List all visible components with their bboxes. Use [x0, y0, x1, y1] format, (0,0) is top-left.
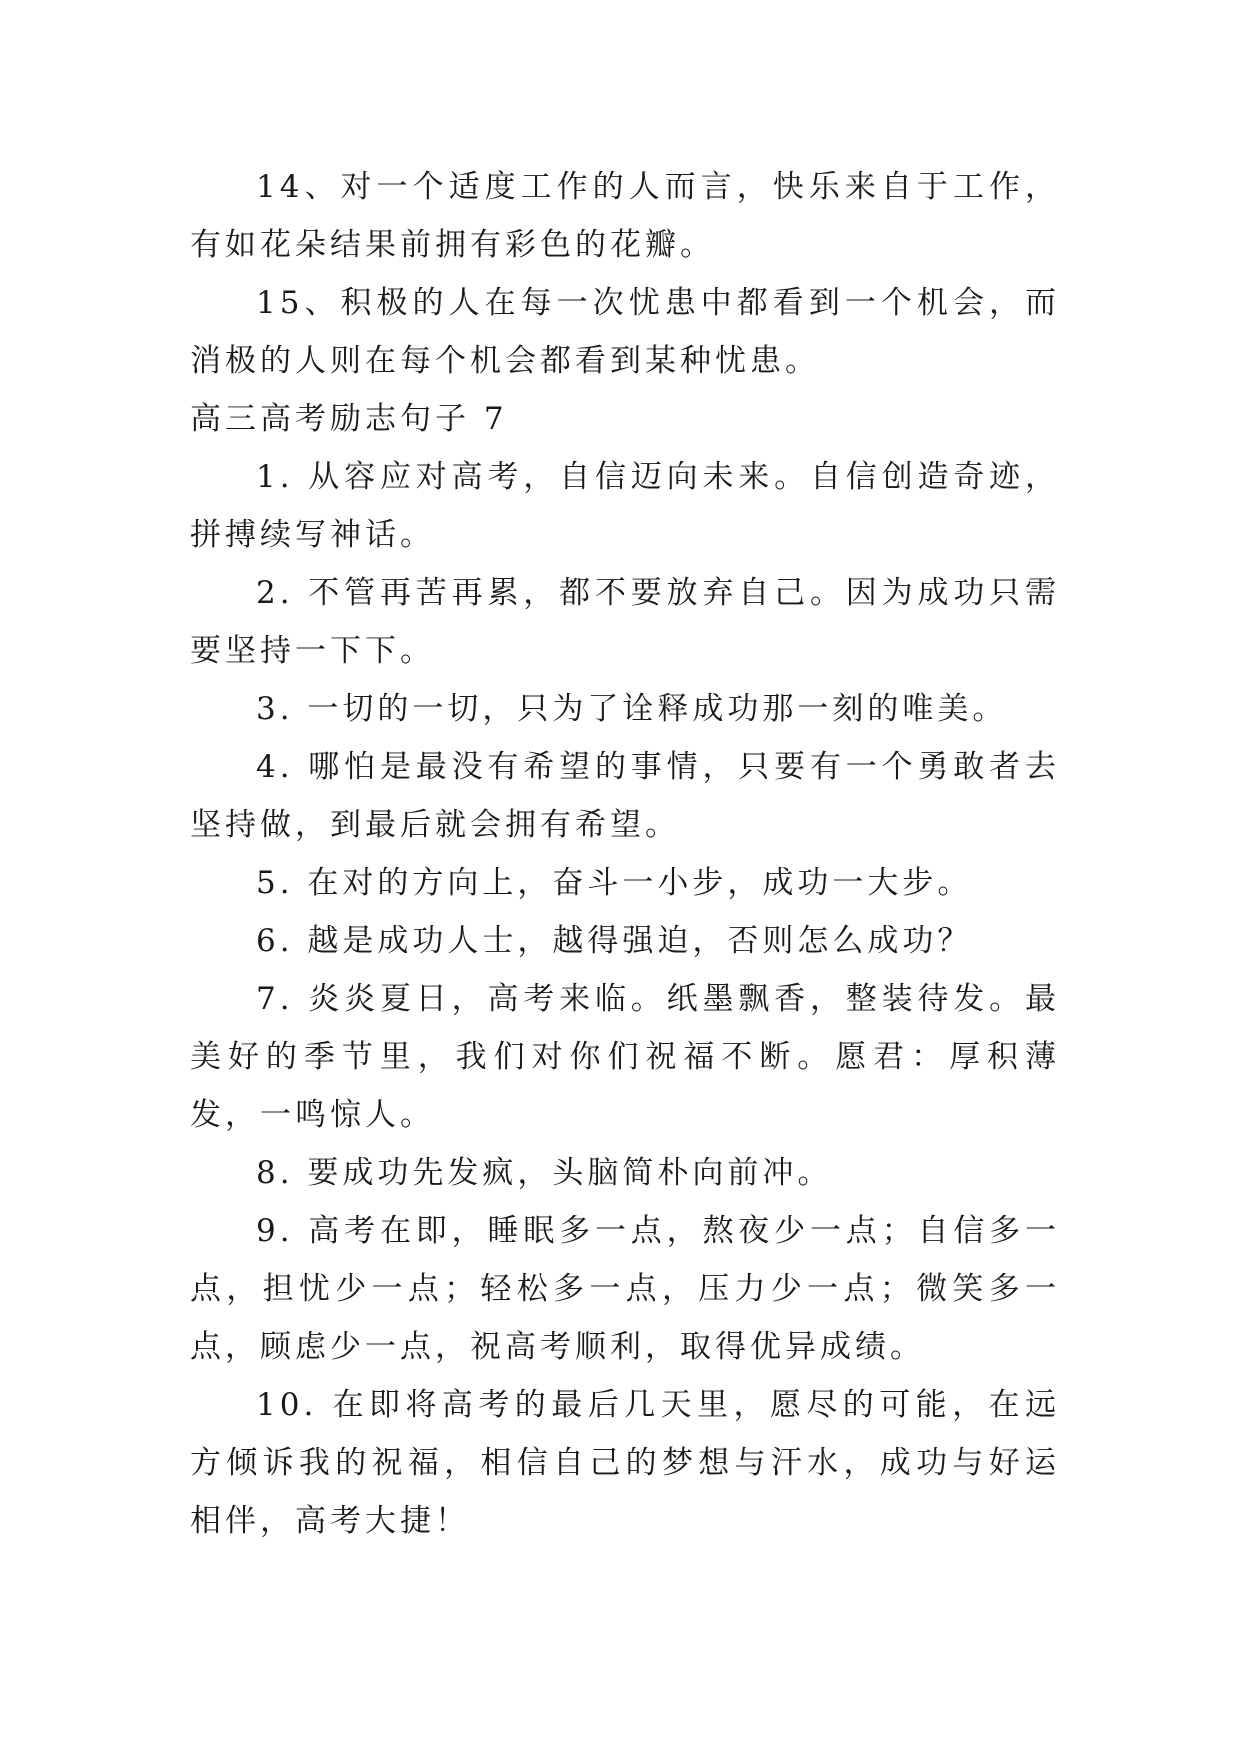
quote-10: 10. 在即将高考的最后几天里，愿尽的可能，在远方倾诉我的祝福，相信自己的梦想与汗水，成功与好运相伴，高考大捷！ [190, 1387, 1060, 1539]
quote-1: 1. 从容应对高考，自信迈向未来。自信创造奇迹，拼搏续写神话。 [190, 459, 1060, 553]
quote-6: 6. 越是成功人士，越得强迫，否则怎么成功？ [256, 923, 973, 959]
quote-2: 2. 不管再苦再累，都不要放弃自己。因为成功只需要坚持一下下。 [190, 575, 1060, 669]
paragraph-14: 14、对一个适度工作的人而言，快乐来自于工作，有如花朵结果前拥有彩色的花瓣。 [190, 169, 1060, 263]
paragraph-15: 15、积极的人在每一次忧患中都看到一个机会，而消极的人则在每个机会都看到某种忧患。 [190, 285, 1060, 379]
section-heading: 高三高考励志句子 7 [190, 401, 508, 437]
quote-4: 4. 哪怕是最没有希望的事情，只要有一个勇敢者去坚持做，到最后就会拥有希望。 [190, 749, 1060, 843]
quote-3: 3. 一切的一切，只为了诠释成功那一刻的唯美。 [256, 691, 1008, 727]
quote-8: 8. 要成功先发疯，头脑简朴向前冲。 [256, 1155, 833, 1191]
quote-9: 9. 高考在即，睡眠多一点，熬夜少一点；自信多一点，担忧少一点；轻松多一点，压力少一点；微笑多一点，顾虑少一点，祝高考顺利，取得优异成绩。 [190, 1213, 1060, 1365]
document-body [190, 158, 1060, 1550]
quote-7: 7. 炎炎夏日，高考来临。纸墨飘香，整装待发。最美好的季节里，我们对你们祝福不断。愿君：厚积薄发，一鸣惊人。 [190, 981, 1060, 1133]
quote-5: 5. 在对的方向上，奋斗一小步，成功一大步。 [256, 865, 973, 901]
